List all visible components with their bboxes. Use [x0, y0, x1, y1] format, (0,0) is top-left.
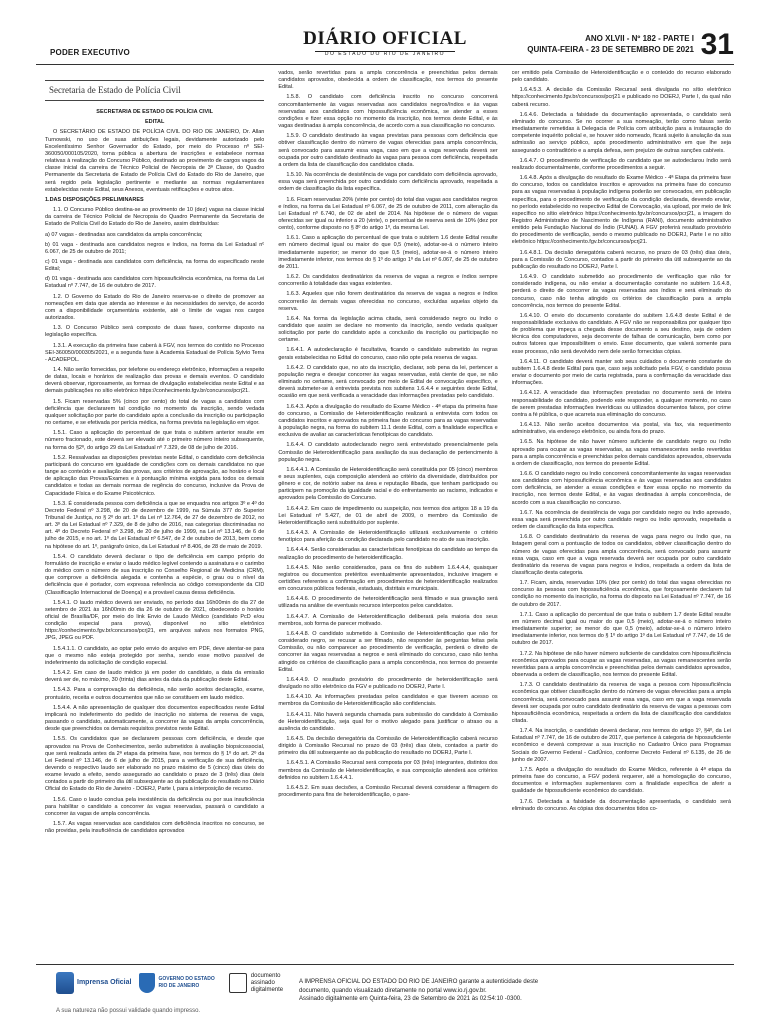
header-divider: [36, 64, 734, 65]
authenticity-line-2: documento, quando visualizado diretamente no portal www.io.rj.gov.br.: [299, 987, 487, 994]
paragraph: 1.6.4.12. A veracidade das informações prestadas no documento será de inteira responsabilidade do candidato, podendo este responder, a qualquer momento, no caso de serem prestadas informações inverídicas ou utilizados documentos falsos, por crime contra a fé pública, o que acarreta sua eliminação do concurso.: [511, 390, 731, 418]
signature-line-3: digitalmente: [250, 986, 284, 993]
paragraph: 1.6.4.4.10. As informações prestadas pelos candidatos e que tiverem acesso os membros da Comissão de Heteroidentificação são confidenciais.: [278, 694, 498, 708]
masthead-title: DIÁRIO OFICIAL: [303, 28, 467, 49]
paragraph: 1.6.1. Caso a aplicação do percentual de que trata o subitem 1.6 deste Edital resulte em número decimal igual ou maior do que 0,5 (meio), adotar-se-á o número inteiro imediatamente superior; se menor do que 0,5 (meio), adotar-se-á o número inteiro imediatamente inferior, nos termos do § 1º do artigo 1º da Lei nº 6.067, de 25 de outubro de 2011.: [278, 235, 498, 270]
paragraph: 1.6.4.4.4. Serão consideradas as características fenotípicas do candidato ao tempo da realização do procedimento de heteroidentificação.: [278, 547, 498, 561]
section-label: PODER EXECUTIVO: [50, 48, 130, 57]
signature-line-1: documento: [250, 972, 281, 979]
paragraph: 1.6.3. Aqueles que não forem destinatários da reserva de vagas a negros e índios concorrerão às demais vagas oferecidas no concurso, excluídas aquelas objeto da reserva.: [278, 291, 498, 312]
paragraph: 1.5.7. As vagas reservadas aos candidatos com deficiência inscritos no concurso, se não providas, pela insuficiência de candidatos aprovados: [45, 821, 265, 835]
paragraph: 1.6.4.11. O candidato deverá manter sob seus cuidados o documento constante do subitem 1.6.4.8 deste Edital para que, caso seja solicitado pela FGV, o candidato possa enviar o documento por meio de carta registrada, para a confirmação da veracidade das informações.: [511, 358, 731, 387]
rj-government-logo: [139, 973, 214, 993]
paragraph: 1.6.8. O candidato destinatário da reserva de vaga para negro ou índio que, na listagem geral com a pontuação de todos os candidatos, obtiver classificação dentro do número de vagas oferecidas para ampla concorrência, será convocado para assumir essa vaga, caso em que a vaga reservada deverá ser ocupada por outro candidato destinatário da reserva de vagas para negros e índios, respeitada a ordem da lista de classificação desta categoria.: [511, 534, 731, 576]
paragraph: 1.5. Ficam reservadas 5% (cinco por cento) do total de vagas a candidatos com deficiência que declararem tal condição no momento da inscrição, sendo vedada qualquer solicitação por parte do candidato após a conclusão da inscrição ou participação no certame, e se efetivada por perícia médica, na forma prevista na legislação em vigor.: [45, 398, 265, 427]
paragraph: 1.6.2. Os candidatos destinatários da reserva de vagas a negros e índios sempre concorrerão à totalidade das vagas existentes.: [278, 274, 498, 288]
paragraph: 1.4. Não serão fornecidas, por telefone ou endereço eletrônico, informações a respeito de datas, locais e horários de realização das provas e demais eventos. O candidato deverá observar, rigorosamente, as formas de divulgação estabelecidas neste Edital e as demais publicações no sítio eletrônico https://conhecimento.fgv.br/concursos/pcrj21.: [45, 367, 265, 395]
rj-shield-icon: [139, 973, 155, 993]
imprensa-oficial-text: Imprensa Oficial: [77, 979, 132, 986]
document-icon: [229, 973, 247, 993]
page-header: [36, 26, 734, 62]
paragraph: 1.6.4.5. Da decisão denegatória da Comissão de Heteroidentificação caberá recurso dirigido à Comissão Recursal no prazo de 03 (três) dias úteis, contados a partir do primeiro dia útil subsequente ao da publicação do resultado no DOERJ, Parte I.: [278, 735, 498, 757]
footer-divider: [36, 964, 734, 965]
paragraph: cer emitido pela Comissão de Heteroidentificação e o conteúdo do recurso elaborado pelo candidato.: [511, 70, 731, 84]
paragraph: 1.6.4.13. Não serão aceitos documentos via postal, via fax, via requerimento administrativo, via endereço eletrônico, ou ainda fora do prazo.: [511, 422, 731, 436]
authenticity-line-3: Assinado digitalmente em Quinta-feira, 23 de Setembro de 2021 às 02:54:10 -0300.: [299, 996, 522, 1002]
paragraph: 1.6.4.6. Detectada a falsidade da documentação apresentada, o candidato será eliminado do concurso. Se no ocorrer a sua nomeação, terão como falsas serão imediatamente remetidas à Delegacia de Polícia com atribuição para a instauração do competente inquérito policial e, se houver sido nomeado, ficará sujeito à anulação da sua admissão ao serviço público, após procedimento administrativo em que lhe seja assegurado o contraditório e a ampla defesa, sem prejuízo de outras sanções cabíveis.: [511, 111, 731, 154]
paragraph: 1.5.4.3. Para a comprovação da deficiência, não serão aceitos declaração, exame, prontuário, receita e outros documentos que não se constituem em laudo médico.: [45, 687, 265, 701]
rj-government-line-1: GOVERNO DO ESTADO: [158, 976, 215, 982]
paragraph: 1.6.4.4.2. Em caso de impedimento ou suspeição, nos termos dos artigos 18 a 19 da Lei Estadual nº 5.427, de 01 de abril de 2009, o membro da Comissão de Heteroidentificação será substituído por suplente.: [278, 505, 498, 526]
edital-heading: SECRETARIA DE ESTADO DE POLÍCIA CIVIL: [96, 109, 214, 116]
section-title: Secretaria de Estado de Polícia Civil: [45, 80, 264, 101]
print-validity-caption: A sua natureza não possui validade quando impresso.: [56, 1008, 201, 1014]
paragraph: 1.5.4.1.1. O candidato, ao optar pelo envio do arquivo em PDF, deve atentar-se para que o mesmo não esteja protegido por senha, sendo esse motivo passível de indeferimento da solicitação de condição especial.: [45, 645, 265, 666]
paragraph: 1.5.1. Caso a aplicação do percentual de que trata o subitem anterior resulte em número fracionado, este deverá ser elevado até o primeiro número inteiro subsequente, na forma do §2º, do artigo 29 da Lei Estadual nº 7.329, de 08 de julho de 2016.: [45, 430, 265, 451]
signature-line-2: assinado: [250, 979, 275, 986]
paragraph: 1.6.5. Na hipótese de não haver número suficiente de candidato negro ou índio aprovado para ocupar as vagas reservadas, as vagas remanescentes serão revertidas para a ampla concorrência e preenchidas pelos demais candidatos aprovados, observada a ordem de classificação, nos termos do presente Edital.: [511, 439, 731, 467]
paragraph: 1.3.1. A execução da primeira fase caberá à FGV, nos termos do contido no Processo SEI-360050/000305/2021, e a segunda fase à Academia Estadual de Polícia Sylvio Terra - ACADEPOL.: [45, 342, 265, 363]
paragraph: O SECRETÁRIO DE ESTADO DE POLÍCIA CIVIL DO RIO DE JANEIRO, Dr. Allan Turnowski, no uso de suas atribuições legais, devidamente autorizado pelo Excelentíssimo Senhor Governador do Estado, por meio do Processo nº SEI-360050/000105/2020, torna pública a abertura de inscrições e estabelece normas relativas à realização do Concurso Público, destinado ao provimento de cargos vagos da classe inicial da carreira de Técnico Policial de Necropsia de 3ª Classe, do Quadro Permanente da Secretaria de Estado de Polícia Civil do Estado do Rio de Janeiro, que será regido pela legislação pertinente e mediante as normas regulamentares estabelecidas neste Edital, seus Anexos, eventuais retificações e outros atos.: [45, 129, 265, 193]
paragraph: 1.5.4.4. A não apresentação de qualquer dos documentos especificados neste Edital implicará no indeferimento do pedido de inscrição no sistema de reserva de vaga, passando o candidato, automaticamente, a concorrer às vagas da ampla concorrência, desde que preenchidos os demais requisitos previstos neste Edital.: [45, 704, 265, 733]
paragraph: 1.6.4.10. O envio do documento constante do subitem 1.6.4.8 deste Edital é de responsabilidade exclusiva do candidato. A FGV não se responsabiliza por qualquer tipo de problema que impeça a chegada desse documento a seu destino, seja de ordem técnica dos computadores, seja decorrente de falhas de comunicação, bem como por outros fatores que impossibilitem o envio. Esse documento, que valerá somente para esse processo, não será devolvido nem dele serão fornecidas cópias.: [511, 312, 731, 355]
paragraph: 1.7.6. Detectada a falsidade da documentação apresentada, o candidato será eliminado do concurso. As cópias dos documentos tidos co-: [511, 798, 731, 812]
column-3: [512, 70, 731, 960]
paragraph: 1.7.3. O candidato destinatário da reserva de vaga a pessoa com hipossuficiência econômica que obtiver classificação dentro do número de vagas oferecidas para a ampla concorrência, será convocado para assumir essa vaga, caso em que a vaga reservada deverá ser ocupada por outro candidato destinatário da reserva de vagas a pessoas com hipossuficiência econômica, respeitada a ordem da lista de classificação dos candidatos citada.: [511, 682, 731, 724]
digital-signature-text: [251, 973, 283, 994]
edition-date: QUINTA-FEIRA - 23 DE SETEMBRO DE 2021: [527, 45, 694, 54]
paragraph: 1.6.4.4.1. A Comissão de Heteroidentificação será constituída por 05 (cinco) membros e seus suplentes, cuja composição atenderá ao critério da diversidade, distribuídos por gênero e cor, de notório saber na área e reputação ilibada, que tenham participado ou participem na promoção da igualdade racial e do enfrentamento ao racismo, indicados e aprovados pela Comissão do Concurso.: [278, 466, 498, 502]
rj-government-text: [158, 976, 214, 990]
paragraph: 1.6.4.4.8. O candidato submetido à Comissão de Heteroidentificação que não for considerado negro, se recusar a ser filmado, não responder às perguntas feitas pela Comissão, ou não comparecer ao procedimento de verificação, perderá o direito de concorrer às vagas reservadas a negros e será eliminado do concurso, caso não tenha atingido os critérios de classificação para a ampla concorrência, nos termos do presente Edital.: [278, 630, 498, 673]
imprensa-oficial-icon: [56, 972, 74, 994]
paragraph: 1.7. Ficam, ainda, reservadas 10% (dez por cento) do total das vagas oferecidas no concurso às pessoas com hipossuficiência econômica, que forçosamente declarem tal condição no momento da inscrição, na forma do disposto na Lei Estadual nº 7.747, de 16 de outubro de 2017.: [511, 580, 731, 608]
paragraph: 1.5.8. O candidato com deficiência inscrito no concurso concorrerá concomitantemente às vagas reservadas aos candidatos negros/índios e às vagas reservadas aos candidatos com hipossuficiência econômica, se atender a esses condições e fizer essa opção no momento da inscrição, nos termos deste Edital, e às vagas destinadas à ampla concorrência, de acordo com a sua classificação no concurso.: [278, 94, 498, 130]
paragraph: 1.6.4.5.2. Em suas decisões, a Comissão Recursal deverá considerar a filmagem do procedimento para fins de heteroidentificação, o pare-: [278, 784, 498, 799]
paragraph: 1.5.5. Os candidatos que se declararem pessoas com deficiência, e desde que aprovados na Prova de Conhecimentos, serão submetidos à avaliação biopsicossocial, que será realizada antes da 2ª etapa da primeira fase, nos termos do § 1º do art. 2º da Lei Federal nº 13.146, de 6 de julho de 2015, para a verificação de sua deficiência, devendo o respectivo laudo ser elaborado no prazo máximo de 5 (cinco) dias úteis do exame levado a efeito, sendo assegurado ao candidato o prazo de 3 (três) dias úteis contados a partir do primeiro dia útil subsequente ao da publicação do resultado no Diário Oficial do Estado do Rio de Janeiro - DOERJ, Parte I, para a interposição de recurso.: [45, 736, 265, 793]
paragraph: 1.6.4.8. Após a divulgação do resultado do Exame Médico - 4ª Etapa da primeira fase do concurso, todos os candidatos inscritos e aprovados na primeira fase do concurso para as vagas reservadas à população indígena poderão ser convocados, em publicação específica, para o procedimento de verificação da condição declarada, devendo enviar, no período estabelecido no respectivo Edital de Convocação, via upload, por meio de link específico no sítio eletrônico https://conhecimento.fgv.br/concursos/pcrj21, a imagem do Registro Administrativo de Nascimento de Indígena (RANI), documento administrativo emitido pela Fundação Nacional do Índio (FUNAI). A FGV proferirá resultado provisório do procedimento de verificação, sendo o mesmo publicado no DOERJ, Parte I e no sítio eletrônico https://conhecimento.fgv.br/concursos/pcrj21.: [511, 175, 731, 246]
paragraph: 1.5.2. Ressalvadas as disposições previstas neste Edital, o candidato com deficiência participará do concurso em igualdade de condições com os demais candidatos no que tange ao conteúdo e avaliação das provas, aos critérios de aprovação, ao horário e local de aplicação das Provas/Exames e à pontuação mínima exigida para todos os demais candidatos e todas as demais normas de regência do concurso, inclusive da Prova de Capacidade Física e do Exame Psicotécnico.: [45, 454, 265, 497]
authenticity-notice: [299, 978, 538, 1004]
paragraph: 1.6.7. Na ocorrência de desistência de vaga por candidato negro ou índio aprovado, essa vaga será preenchida por outro candidato negro ou índio aprovado, respeitada a ordem de classificação da lista específica.: [511, 509, 731, 531]
paragraph: 1.7.1. Caso a aplicação do percentual de que trata o subitem 1.7 deste Edital resulte em número decimal igual ou maior do que 0,5 (meio), adotar-se-á o número inteiro imediatamente superior; se menor do que 0,5 (meio), adotar-se-á o número inteiro imediatamente inferior, nos termos do § 1º do artigo 1º da Lei Estadual nº 7.747, de 16 de outubro de 2017.: [511, 611, 731, 647]
paragraph: 1.6.4.8.1. Da decisão denegatória caberá recurso, no prazo de 03 (três) dias úteis, para a Comissão do Concurso, contados a partir do primeiro dia útil subsequente ao da publicação do resultado no DOERJ, Parte I.: [511, 249, 731, 270]
paragraph: 1.6.4.5.1. A Comissão Recursal será composta por 03 (três) integrantes, distintos dos membros da Comissão de Heteroidentificação, e sua composição atenderá aos critérios definidos no subitem 1.6.4.4.1.: [278, 760, 498, 781]
paragraph: 1.6.4.3. Após a divulgação do resultado do Exame Médico - 4ª etapa da primeira fase do concurso, a Comissão de Heteroidentificação realizará a entrevista com todos os candidatos inscritos e aprovados na primeira fase do concurso para as vagas reservadas à população negra, na forma do subitem 11.1 deste Edital, com a finalidade específica e exclusiva de avaliar as características fenotípicas do candidato.: [278, 403, 498, 439]
paragraph: 1.5.6. Caso o laudo conclua pela inexistência da deficiência ou por sua insuficiência para habilitar o candidato a concorrer às vagas reservadas, passará o candidato a concorrer às vagas de ampla concorrência.: [45, 796, 265, 817]
column-1: [45, 70, 264, 960]
page-footer: [36, 964, 734, 1022]
list-item: b) 01 vaga - destinada aos candidatos negros e índios, na forma da Lei Estadual nº 6.067, de 25 de outubro de 2011;: [45, 241, 265, 255]
paragraph: 1.5.4.1. O laudo médico deverá ser enviado, no período das 16h00min do dia 27 de setembro de 2021 às 16h00min do dia 26 de outubro de 2021, obedecendo o horário oficial de Brasília/DF, por meio do link Envio de Laudo Médico (candidato PcD e/ou condição especial para prova), disponível no sítio eletrônico https://conhecimento.fgv.br/concursos/pcrj21, em arquivos salvos nos formatos PNG, JPG, JPEG ou PDF.: [45, 599, 265, 642]
paragraph: 1.6.4.4.6. O procedimento de heteroidentificação será filmado e sua gravação será utilizada na análise de eventuais recursos interpostos pelos candidatos.: [278, 596, 498, 610]
paragraph: 1.7.2. Na hipótese de não haver número suficiente de candidatos com hipossuficiência econômica aprovados para ocupar as vagas reservadas, as vagas remanescentes serão revertidas para a ampla concorrência e preenchidas pelos demais candidatos aprovados, observada a ordem de classificação, nos termos do presente Edital.: [511, 650, 731, 679]
list-item: c) 01 vaga - destinada aos candidatos com deficiência, na forma do especificado neste Edital;: [45, 258, 265, 273]
column-2: [278, 70, 497, 960]
paragraph: 1.6.4.7. O procedimento de verificação do candidato que se autodeclarou índio será realizado documentalmente, conforme procedimentos a seguir.: [511, 157, 731, 171]
rj-government-line-2: RIO DE JANEIRO: [158, 983, 200, 989]
masthead-subtitle: DO ESTADO DO RIO DE JANEIRO: [324, 51, 446, 57]
paragraph: 1.5.9. O candidato destinado às vagas previstas para pessoas com deficiência que obtiver classificação dentro do número de vagas oferecidas para ampla concorrência, será convocado para assumir essa vaga, caso em que a vaga reservada deverá ser ocupada por outro candidato destinado às vagas para pessoa com deficiência, respeitada a ordem da lista de classificação dos candidatos citada.: [278, 133, 498, 168]
paragraph: 1.1. O Concurso Público destina-se ao provimento de 10 (dez) vagas na classe inicial da carreira de Técnico Policial de Necropsia do Quadro Permanente da Secretaria de Estado de Polícia Civil do Estado do Rio de Janeiro, assim distribuídas:: [45, 207, 265, 228]
imprensa-oficial-logo: [56, 972, 131, 994]
subsection-heading: 1.DAS DISPOSIÇÕES PRELIMINARES: [45, 196, 144, 203]
paragraph: 1.6.4.2. O candidato que, no ato da inscrição, declarar, sob pena da lei, pertencer a população negra e desejar concorrer às vagas reservadas, está ciente de que, se não eliminado no certame, será convocado por meio de Edital de convocação específico, e deverá submeter-se à entrevista prevista nos subitens 1.6.4.4 e seguintes deste Edital, ocasião em que será verificada a veracidade das informações prestadas pelo candidato.: [278, 364, 498, 400]
authenticity-line-1: A IMPRENSA OFICIAL DO ESTADO DO RIO DE JANEIRO garante a autenticidade deste: [299, 979, 539, 985]
paragraph: vados, serão revertidas para a ampla concorrência e preenchidas pelos demais candidatos aprovados, obedecida a ordem de classificação, nos termos do presente Edital.: [278, 70, 498, 91]
paragraph: 1.2. O Governo do Estado do Rio de Janeiro reserva-se o direito de promover as nomeações em data que atenda ao interesse e às necessidades do serviço, de acordo com a disponibilidade orçamentária existente, até o limite de vagas nos cargos autorizados.: [45, 293, 265, 322]
paragraph: 1.7.4. Na inscrição, o candidato deverá declarar, nos termos do artigo 1º, §4º, da Lei Estadual nº 7.747, de 16 de outubro de 2017, que pertence à categoria de hipossuficiente econômico e deverá comprovar a sua inscrição no Cadastro Único para Programas Sociais do Governo Federal - CadÚnico, conforme Decreto Federal nº 6.135, de 26 de junho de 2007.: [511, 728, 731, 763]
paragraph: 1.6.4.4.11. Não haverá segunda chamada para submissão do candidato à Comissão de Heteroidentificação, seja qual for o motivo alegado para justificar o atraso ou a ausência do candidato.: [278, 711, 498, 732]
footer-logos: [56, 972, 283, 994]
paragraph: 1.6.4.5.3. A decisão da Comissão Recursal será divulgada no sítio eletrônico https://conhecimento.fgv.br/concursos/pcrj21 e publicado no DOERJ, Parte I, da qual não caberá recurso.: [511, 87, 731, 108]
paragraph: 1.6.6. O candidato negro ou índio concorrerá concomitantemente às vagas reservadas aos candidatos com hipossuficiência econômica e às vagas reservadas aos candidatos com deficiência, se atender a essas condições e fizer essa opção no momento da inscrição, nos termos deste Edital, e às vagas destinadas à ampla concorrência, de acordo com a sua classificação no concurso.: [511, 470, 731, 506]
paragraph: 1.6.4.4. O candidato autodeclarado negro será entrevistado presencialmente pela Comissão de Heteroidentificação para avaliação da sua declaração de pertencimento à população negra.: [278, 442, 498, 463]
paragraph: 1.7.5. Após a divulgação do resultado do Exame Médico, referente à 4ª etapa da primeira fase do concurso, a FGV poderá requerer, até a homologação do concurso, documentos e informações suplementares com a finalidade específica de aferir a qualidade de hipossuficiente econômico do candidato.: [511, 766, 731, 795]
paragraph: 1.5.10. Na ocorrência de desistência de vaga por candidato com deficiência aprovado, essa vaga será preenchida por outro candidato com deficiência aprovado, respeitada a ordem de classificação da lista específica.: [278, 172, 498, 193]
paragraph: 1.5.4.2. Em caso de laudo médico já em poder do candidato, a data da emissão deverá ser de, no máximo, 30 (trinta) dias antes da data da publicação deste Edital.: [45, 670, 265, 684]
edital-label: EDITAL: [144, 119, 165, 126]
page-number: 31: [700, 28, 734, 61]
digital-signature-badge: [229, 973, 283, 994]
paragraph: 1.5.4. O candidato deverá declarar o tipo de deficiência em campo próprio do formulário de inscrição e enviar o laudo médico legível contendo a assinatura e o carimbo do médico com o número de sua inscrição no Conselho Regional de Medicina (CRM), que comprove a deficiência alegada e contenha a espécie, o grau ou o nível da deficiência que é portador, com expressa referência ao código correspondente da CID (Classificação Internacional de Doença) e a provável causa dessa deficiência.: [45, 553, 265, 596]
paragraph: 1.6. Ficam reservadas 20% (vinte por cento) do total das vagas aos candidatos negros e índios, na forma da Lei Estadual nº 6.067, de 25 de outubro de 2011, com alteração da Lei Estadual nº 6.740, de 02 de abril de 2014. Na hipótese de o número de vagas oferecidas ser igual ou inferior a 20 (vinte), o percentual de reserva será de 10% (dez por cento), conforme disposto no § 8º do artigo 1º, da mesma Lei.: [278, 196, 498, 232]
paragraph: 1.6.4.9. O candidato submetido ao procedimento de verificação que não for considerado indígena, ou não enviar a documentação constante no subitem 1.6.4.8, perderá o direito de concorrer às vagas reservadas aos índios e será eliminado do concurso, caso não tenha atingido os critérios de classificação para a ampla concorrência, nos termos do presente Edital.: [511, 274, 731, 309]
paragraph: 1.6.4.4.9. O resultado provisório do procedimento de heteroidentificação será divulgado no sítio eletrônico da FGV e publicado no DOERJ, Parte I.: [278, 676, 498, 691]
paragraph: 1.6.4. Na forma da legislação acima citada, será considerado negro ou índio o candidato que assim se declare no momento da inscrição, sendo vedada qualquer solicitação por parte do candidato após a conclusão da inscrição ou participação no certame.: [278, 315, 498, 344]
list-item: a) 07 vagas - destinadas aos candidatos da ampla concorrência;: [45, 231, 203, 238]
paragraph: 1.3. O Concurso Público será composto de duas fases, conforme disposto na legislação específica.: [45, 325, 265, 339]
paragraph: 1.6.4.4.5. Não serão considerados, para os fins do subitem 1.6.4.4.4, quaisquer registros ou documentos pretéritos eventualmente apresentados, inclusive imagem e certidões referentes a confirmação em procedimentos de heteroidentificação realizados em concursos públicos federais, estaduais, distritais e municipais.: [278, 564, 498, 593]
paragraph: 1.5.3. É considerada pessoa com deficiência a que se enquadra nos artigos 3º e 4º do Decreto Federal nº 3.298, de 20 de dezembro de 1999, na Súmula 377 do Superior Tribunal de Justiça, no § 2º do art. 1º da Lei nº 12.764, de 27 de dezembro de 2012, no art. 3º da Lei Estadual nº 7.329, de 8 de julho de 2016, nas categorias discriminadas no art. 4º do Decreto Federal nº 3.298, de 20 de julho de 1999, na Lei nº 13.146, de 6 de julho de 2015, e no art. 1º da Lei Estadual nº 6.547, de 2 de outubro de 2013, bem como na hipótese do art. 1º, parágrafo único, da Lei Estadual nº 8.406, de 28 de maio de 2019.: [45, 500, 265, 550]
list-item: d) 01 vaga - destinada aos candidatos com hipossuficiência econômica, na forma da Lei Estadual nº 7.747, de 16 de outubro de 2017.: [45, 276, 265, 290]
paragraph: 1.6.4.1. A autodeclaração é facultativa, ficando o candidato submetido às regras gerais estabelecidas no Edital do concurso, caso não opte pela reserva de vagas.: [278, 347, 498, 361]
paragraph: 1.6.4.4.3. A Comissão de Heteroidentificação utilizará exclusivamente o critério fenotípico para aferição da condição declarada pelo candidato no ato de sua inscrição.: [278, 530, 498, 544]
body-columns: [45, 70, 731, 960]
edition: ANO XLVII - Nº 182 - PARTE I: [585, 34, 694, 43]
paragraph: 1.6.4.4.7. A Comissão de Heteroidentificação deliberará pela maioria dos seus membros, sob forma de parecer motivado.: [278, 613, 498, 627]
